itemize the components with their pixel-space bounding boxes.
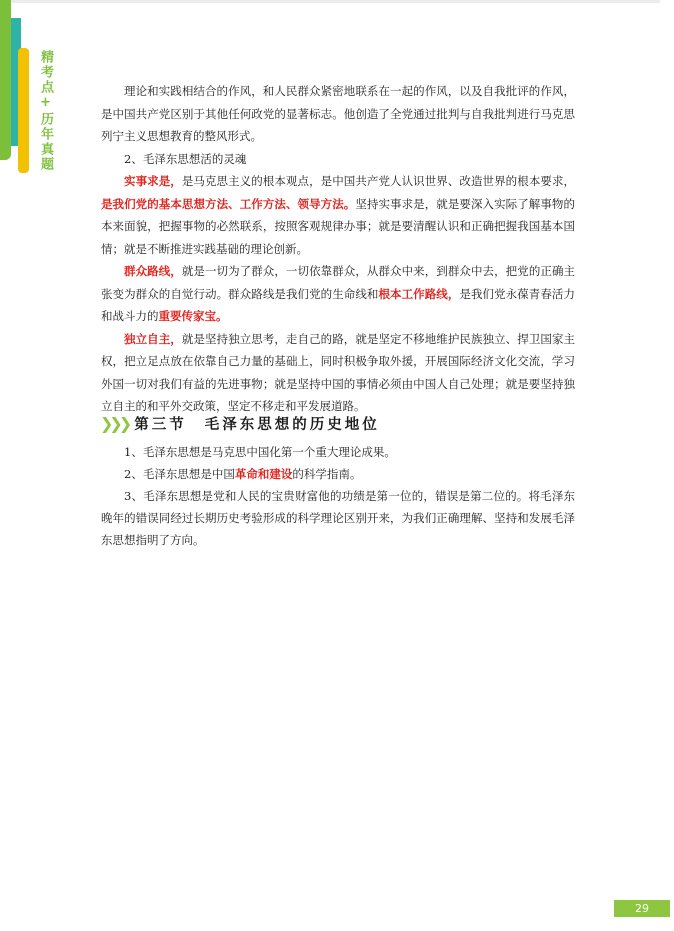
highlight-term: 群众路线， bbox=[124, 264, 182, 278]
text-run: 是马克思主义的根本观点，是中国共产党人认识世界、改造世界的根本要求， bbox=[181, 174, 576, 188]
paragraph-style: 理论和实践相结合的作风，和人民群众紧密地联系在一起的作风，以及自我批评的作风，是中国共产党区别于其他任何政党的显著标志。他创造了全党通过批判与自我批判进行马克思列宁主义思想教育的整风形式。 bbox=[101, 84, 575, 143]
side-label: 精考点+历年真题 bbox=[38, 50, 53, 172]
list-item bbox=[101, 463, 575, 485]
list-item: 3、毛泽东思想是党和人民的宝贵财富他的功绩是第一位的，错误是第二位的。将毛泽东晚年的错误同经过长期历史考验形成的科学理论区别开来，为我们正确理解、坚持和发展毛泽东思想指明了方向。 bbox=[101, 489, 575, 547]
section-title-text: 毛泽东思想的历史地位 bbox=[204, 416, 380, 433]
section-body bbox=[101, 441, 575, 551]
text-run: 是我们党永葆青春活力和战斗力的 bbox=[101, 286, 575, 323]
highlight-term: 实事求是， bbox=[124, 174, 182, 188]
chevron-icon: ❯ ❯ ❯ bbox=[100, 413, 133, 433]
highlight-term: 重要传家宝。 bbox=[158, 309, 228, 323]
text-run: 坚持实事求是，就是要深入实际了解事物的本来面貌，把握事物的必然联系，按照客观规律办事；就是要清醒认识和正确把握我国基本国情；就是不断推进实践基础的理论创新。 bbox=[101, 196, 575, 256]
highlight-term: 是我们党的基本思想方法、工作方法、领导方法。 bbox=[101, 196, 356, 211]
decor-bar-yellow bbox=[18, 48, 29, 173]
text-run: 的科学指南。 bbox=[292, 467, 362, 481]
text-run: 就是坚持独立思考，走自己的路，就是坚定不移地维护民族独立、捍卫国家主权，把立足点放在依靠自己力量的基础上，同时积极争取外援，开展国际经济文化交流，学习外国一切对我们有益的先进事物；就是坚持中国的事情必须由中国人自己处理；就是要坚持独立自主的和平外交政策，坚定不移走和平发展道路。 bbox=[101, 331, 576, 413]
text-run: 就是一切为了群众，一切依靠群众，从群众中来，到群众中去，把党的正确主张变为群众的自觉行动。群众路线是我们党的生命线和 bbox=[101, 264, 576, 301]
subheading-soul: 2、毛泽东思想活的灵魂 bbox=[124, 151, 247, 166]
page-number: 29 bbox=[614, 900, 670, 917]
highlight-term: 革命和建设 bbox=[234, 467, 293, 481]
top-rule bbox=[0, 0, 660, 3]
highlight-term: 独立自主， bbox=[124, 331, 182, 346]
decor-bar-green bbox=[0, 0, 11, 160]
body-text bbox=[101, 80, 575, 418]
paragraph-independence bbox=[101, 328, 575, 418]
text-run: 2、毛泽东思想是中国 bbox=[124, 467, 235, 481]
highlight-term: 根本工作路线， bbox=[378, 286, 460, 301]
paragraph-seek-truth bbox=[101, 170, 575, 260]
list-item: 1、毛泽东思想是马克思中国化第一个重大理论成果。 bbox=[124, 445, 396, 459]
section-number: 第三节 bbox=[134, 416, 187, 433]
paragraph-mass-line bbox=[101, 260, 575, 328]
section-heading bbox=[100, 411, 380, 435]
section-title bbox=[134, 413, 380, 434]
